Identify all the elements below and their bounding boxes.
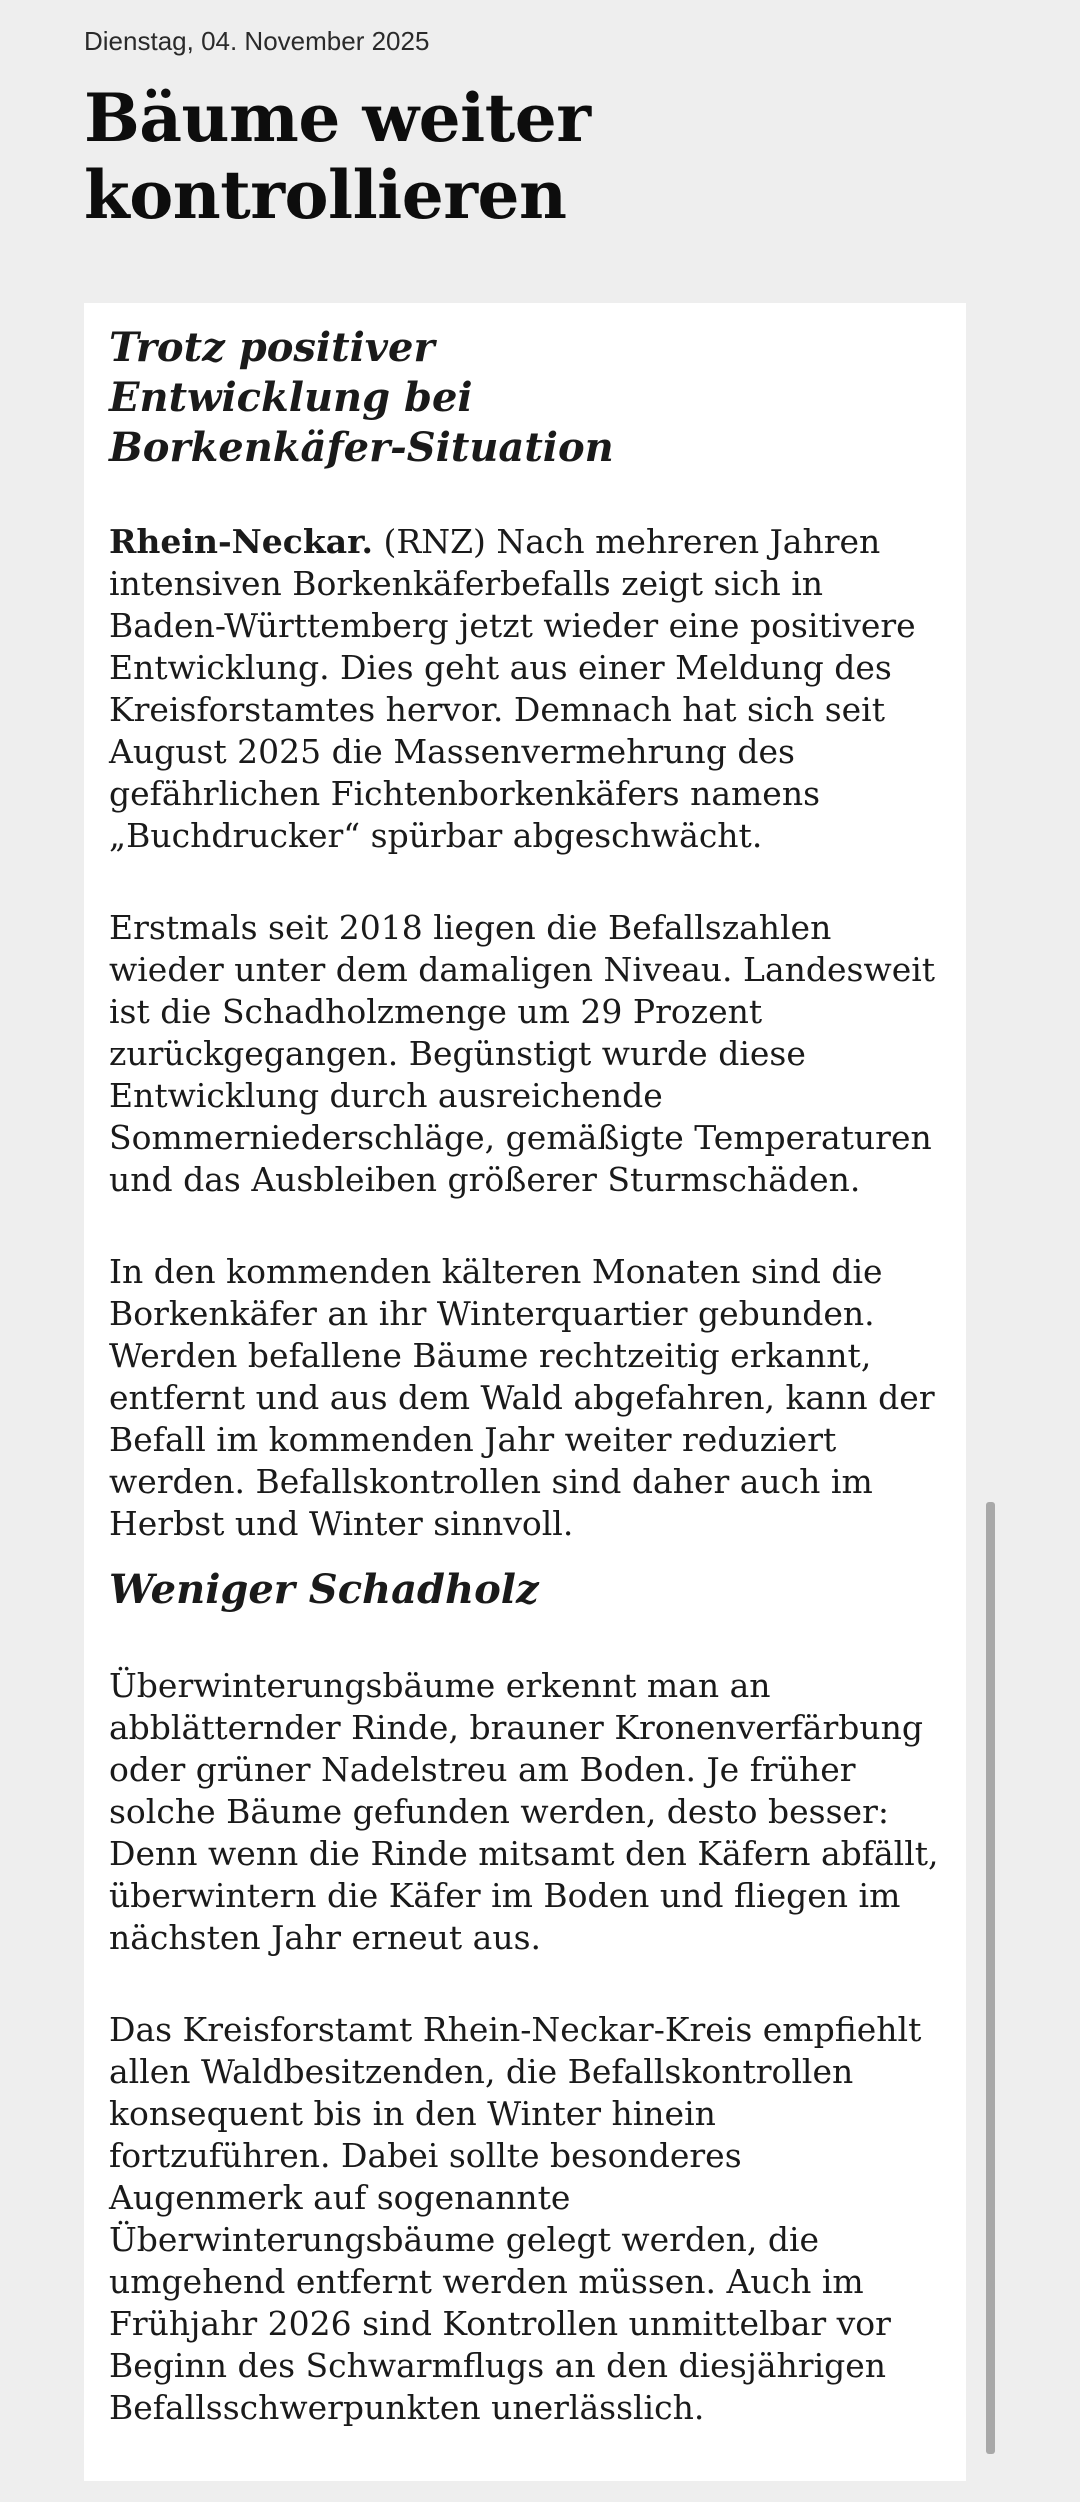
article-dateline: Rhein-Neckar. — [109, 522, 373, 561]
article-paragraph-3: In den kommenden kälteren Monaten sind die Borkenkäfer an ihr Winterquartier gebunden. Werden befallene Bäume rechtzeitig erkannt, entfernt und aus dem Wald abgefahren, kann der Befall im kommenden Jahr weiter reduziert werden. Befallskontrollen sind daher auch im Herbst und Winter sinnvoll. — [109, 1252, 935, 1543]
article-date: Dienstag, 04. November 2025 — [84, 26, 430, 56]
scrollbar-thumb[interactable] — [986, 1502, 995, 2454]
article-paragraph-1 — [109, 521, 942, 857]
article-paragraph-5: Das Kreisforstamt Rhein-Neckar-Kreis empfiehlt allen Waldbesitzenden, die Befallskontrollen konsequent bis in den Winter hinein fortzuführen. Dabei sollte besonderes Augenmerk auf sogenannte Überwinterungsbäume gelegt werden, die umgehend entfernt werden müssen. Auch im Frühjahr 2026 sind Kontrollen unmittelbar vor Beginn des Schwarmflugs an den diesjährigen Befallsschwerpunkten unerlässlich. — [109, 2010, 922, 2427]
article-paragraph-4: Überwinterungsbäume erkennt man an abblätternder Rinde, brauner Kronenverfärbung oder grüner Nadelstreu am Boden. Je früher solche Bäume gefunden werden, desto besser: Denn wenn die Rinde mitsamt den Käfern abfällt, überwintern die Käfer im Boden und fliegen im nächsten Jahr erneut aus. — [109, 1666, 939, 1957]
article-paragraph-1-text: (RNZ) Nach mehreren Jahren intensiven Borkenkäferbefalls zeigt sich in Baden-Württemberg jetzt wieder eine positivere Entwicklung. Dies geht aus einer Meldung des Kreisforstamtes hervor. Demnach hat sich seit August 2025 die Massenvermehrung des gefährlichen Fichtenborkenkäfers namens „Buchdrucker“ spürbar abgeschwächt. — [109, 522, 916, 855]
article-body — [84, 303, 966, 2481]
article-title: Bäume weiter kontrollieren — [84, 79, 591, 234]
section-heading: Weniger Schadholz — [109, 1566, 539, 1613]
article-subtitle: Trotz positiver Entwicklung bei Borkenkäfer-Situation — [109, 324, 614, 471]
article-paragraph-2: Erstmals seit 2018 liegen die Befallszahlen wieder unter dem damaligen Niveau. Landesweit ist die Schadholzmenge um 29 Prozent zurückgegangen. Begünstigt wurde diese Entwicklung durch ausreichende Sommerniederschläge, gemäßigte Temperaturen und das Ausbleiben größerer Sturmschäden. — [109, 908, 936, 1199]
